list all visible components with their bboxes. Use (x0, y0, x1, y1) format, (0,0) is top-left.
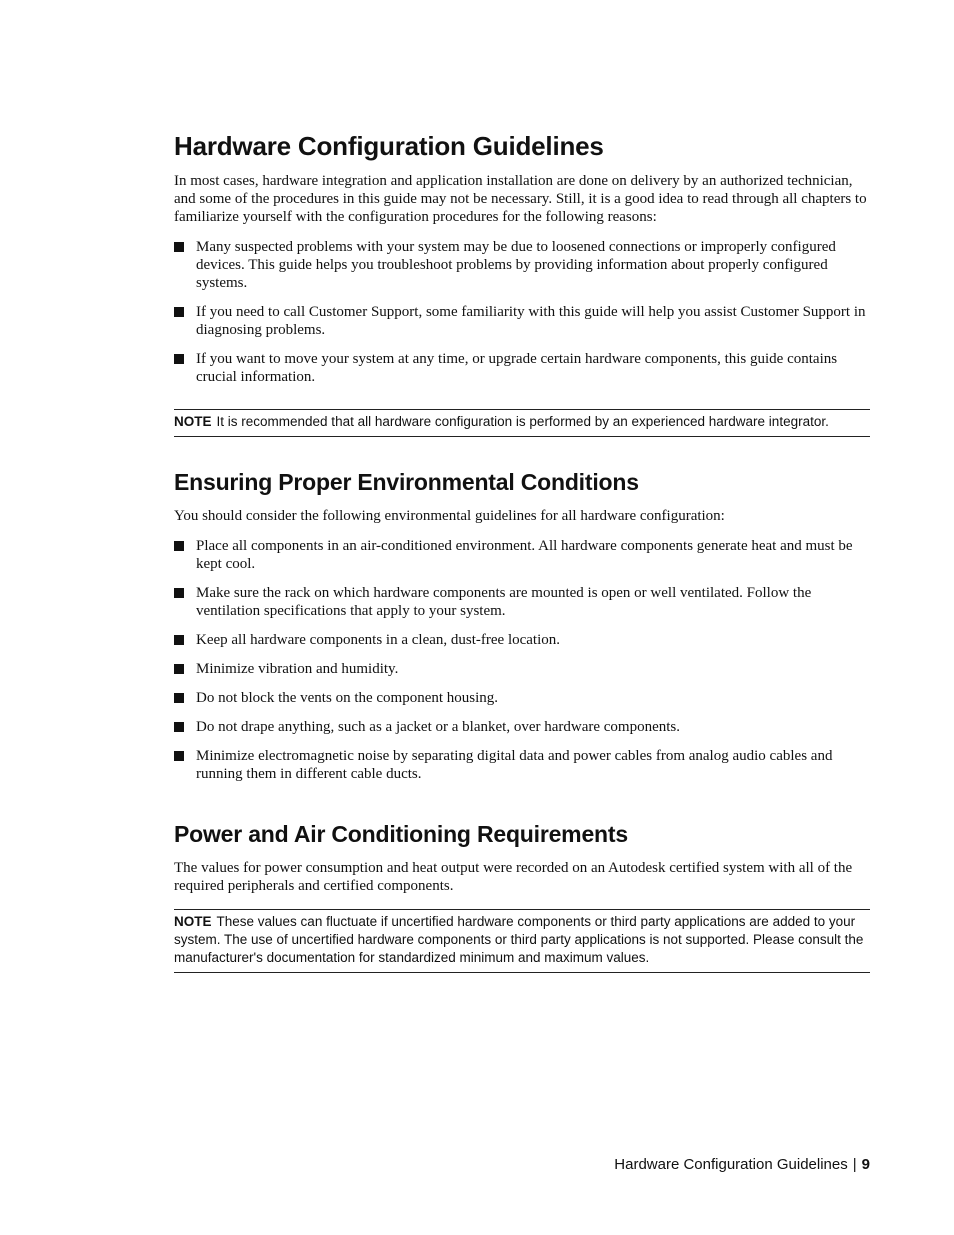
list-item: If you want to move your system at any time, or upgrade certain hardware components, this guide contains crucial information. (174, 350, 870, 386)
bullet-list (174, 238, 870, 386)
list-item: Minimize electromagnetic noise by separating digital data and power cables from analog audio cables and running them in different cable ducts. (174, 747, 870, 783)
list-item: Place all components in an air-conditioned environment. All hardware components generate heat and must be kept cool. (174, 537, 870, 573)
section-environmental-conditions (174, 467, 870, 783)
note-text: It is recommended that all hardware configuration is performed by an experienced hardware integrator. (216, 414, 829, 429)
list-item: Minimize vibration and humidity. (174, 660, 870, 678)
list-item: Do not block the vents on the component housing. (174, 689, 870, 707)
document-page (174, 130, 870, 973)
bullet-square-icon (174, 693, 184, 703)
section-intro: In most cases, hardware integration and application installation are done on delivery by an authorized technician, and some of the procedures in this guide may not be necessary. Still, it is a good idea to read through all chapters to familiarize yourself with the configuration procedures for the following reasons: (174, 173, 867, 225)
list-item: Do not drape anything, such as a jacket or a blanket, over hardware components. (174, 718, 870, 736)
note-label: NOTE (174, 914, 212, 929)
bullet-list (174, 537, 870, 783)
section-power-air-conditioning (174, 819, 870, 973)
section-title: Ensuring Proper Environmental Conditions (174, 469, 639, 495)
bullet-square-icon (174, 722, 184, 732)
page-footer (614, 1156, 870, 1173)
note-text: These values can fluctuate if uncertified hardware components or third party applications are added to your system. The use of uncertified hardware components or third party applications is not supported. Please consult the manufacturer's documentation for standardized minimum and maximum values. (174, 914, 864, 965)
bullet-square-icon (174, 588, 184, 598)
note-box (174, 909, 870, 973)
section-hardware-configuration (174, 130, 870, 437)
bullet-square-icon (174, 751, 184, 761)
footer-separator: | (852, 1156, 857, 1173)
list-item: If you need to call Customer Support, some familiarity with this guide will help you assist Customer Support in diagnosing problems. (174, 303, 870, 339)
list-item: Make sure the rack on which hardware components are mounted is open or well ventilated. Follow the ventilation specifications that apply to your system. (174, 584, 870, 620)
note-box (174, 409, 870, 437)
section-title: Hardware Configuration Guidelines (174, 131, 604, 161)
bullet-square-icon (174, 635, 184, 645)
list-item: Many suspected problems with your system may be due to loosened connections or improperly configured devices. This guide helps you troubleshoot problems by providing information about properly configured systems. (174, 238, 870, 292)
section-title: Power and Air Conditioning Requirements (174, 821, 628, 847)
footer-title: Hardware Configuration Guidelines (614, 1156, 848, 1173)
bullet-square-icon (174, 354, 184, 364)
list-item: Keep all hardware components in a clean, dust-free location. (174, 631, 870, 649)
bullet-square-icon (174, 541, 184, 551)
bullet-square-icon (174, 242, 184, 252)
bullet-square-icon (174, 664, 184, 674)
page-number: 9 (861, 1156, 870, 1173)
section-intro: You should consider the following environmental guidelines for all hardware configuration: (174, 508, 725, 524)
section-intro: The values for power consumption and heat output were recorded on an Autodesk certified system with all of the required peripherals and certified components. (174, 860, 853, 894)
bullet-square-icon (174, 307, 184, 317)
note-label: NOTE (174, 414, 212, 429)
